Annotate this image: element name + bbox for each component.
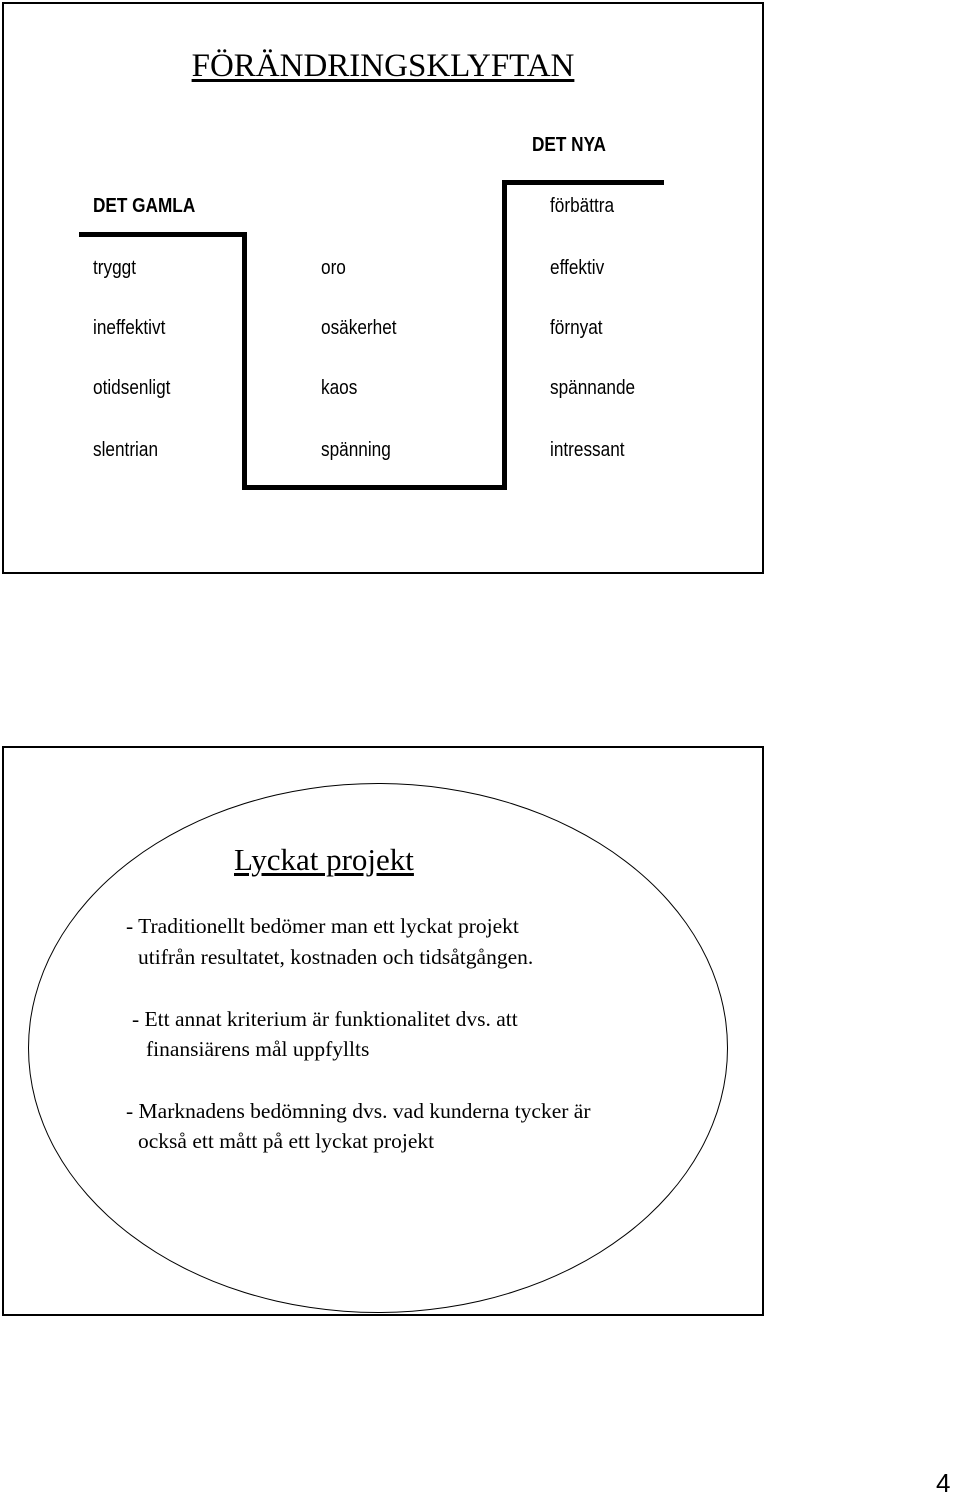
new-word: förbättra [550,195,615,217]
body-line: utifrån resultatet, kostnaden och tidsåtgången. [138,945,534,969]
gap-word: spänning [321,439,391,461]
old-word: ineffektivt [93,317,166,339]
body-line: - Marknadens bedömning dvs. vad kunderna tycker är [126,1099,591,1123]
old-word: tryggt [93,257,137,279]
new-word: förnyat [550,317,603,339]
page-number: 4 [936,1468,951,1498]
body-line: finansiärens mål uppfyllts [146,1037,370,1061]
old-word: slentrian [93,439,159,461]
slide-lyckat-projekt [2,746,764,1316]
gap-word: kaos [321,377,358,399]
new-header: DET NYA [532,134,606,156]
slide-title: Lyckat projekt [234,842,414,877]
new-word: spännande [550,377,636,399]
gap-word: osäkerhet [321,317,397,339]
body-line: - Traditionellt bedömer man ett lyckat projekt [126,914,519,938]
old-word: otidsenligt [93,377,171,399]
gap-word: oro [321,257,346,279]
new-word: intressant [550,439,625,461]
body-line: också ett mått på ett lyckat projekt [138,1129,435,1153]
old-header: DET GAMLA [93,195,196,217]
slide-title: FÖRÄNDRINGSKLYFTAN [191,48,575,84]
body-line: - Ett annat kriterium är funktionalitet dvs. att [132,1007,518,1031]
new-word: effektiv [550,257,605,279]
slide-forandringsklyftan [2,2,764,574]
